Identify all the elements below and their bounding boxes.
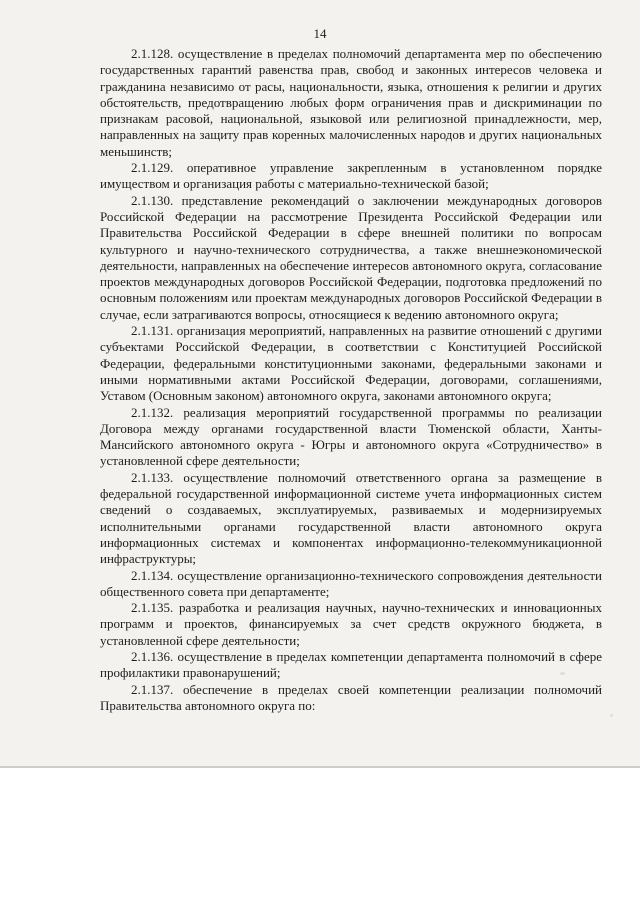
page-number: 14 bbox=[313, 26, 327, 41]
paragraph-2-1-131: 2.1.131. организация мероприятий, направленных на развитие отношений с другими субъектами Российской Федерации, в соответствии с Конституцией Российской Федерации, федеральными конституционными законами, федеральными законами и иными нормативными актами Российской Федерации, договорами, соглашениями, Уставом (Основным законом) автономного округа, законами автономного округа; bbox=[100, 323, 602, 404]
paragraph-2-1-137: 2.1.137. обеспечение в пределах своей компетенции реализации полномочий Правительства автономного округа по: bbox=[100, 681, 602, 713]
paragraph-2-1-135: 2.1.135. разработка и реализация научных, научно-технических и инновационных программ и проектов, финансируемых за счет средств окружного бюджета, в установленной сфере деятельности; bbox=[100, 600, 602, 648]
scan-bottom-edge bbox=[0, 766, 640, 768]
paragraph-2-1-132: 2.1.132. реализация мероприятий государственной программы по реализации Договора между органами государственной власти Тюменской области, Ханты-Мансийского автономного округа - Югры и автономного округа «Сотрудничество» в установленной сфере деятельности; bbox=[100, 404, 602, 469]
paragraph-2-1-130: 2.1.130. представление рекомендаций о заключении международных договоров Российской Федерации на рассмотрение Президента Российской Федерации или Правительства Российской Федерации в сфере внешней политики по вопросам культурного и научно-технического сотрудничества, а также внешнеэкономической деятельности, направленных на обеспечение интересов автономного округа, согласование проектов международных договоров Российской Федерации, подготовка предложений по основным положениям или проектам международных договоров Российской Федерации в случае, если затрагиваются вопросы, относящиеся к ведению автономного округа; bbox=[100, 192, 602, 322]
scan-speck bbox=[610, 714, 613, 717]
scan-speck bbox=[560, 672, 565, 675]
paragraph-2-1-134: 2.1.134. осуществление организационно-технического сопровождения деятельности общественного совета при департаменте; bbox=[100, 567, 602, 599]
paragraph-2-1-136: 2.1.136. осуществление в пределах компетенции департамента полномочий в сфере профилактики правонарушений; bbox=[100, 648, 602, 681]
paragraph-2-1-128: 2.1.128. осуществление в пределах полномочий департамента мер по обеспечению государственных гарантий равенства прав, свобод и законных интересов человека и гражданина независимо от расы, национальности, языка, отношения к религии и других обстоятельств, предотвращению любых форм ограничения прав и дискриминации по признакам расовой, национальной, языковой или религиозной принадлежности, мер, направленных на защиту прав коренных малочисленных народов и других национальных меньшинств; bbox=[100, 46, 602, 159]
paragraph-2-1-133: 2.1.133. осуществление полномочий ответственного органа за размещение в федеральной государственной информационной системе учета информационных систем сведений о создаваемых, эксплуатируемых, развиваемых и модернизируемых исполнительными органами государственной власти автономного округа информационных системах и компонентах информационно-телекоммуникационной инфраструктуры; bbox=[100, 469, 602, 567]
document-body bbox=[100, 46, 602, 714]
paragraph-2-1-129: 2.1.129. оперативное управление закрепленным в установленном порядке имуществом и организация работы с материально-технической базой; bbox=[100, 160, 602, 192]
